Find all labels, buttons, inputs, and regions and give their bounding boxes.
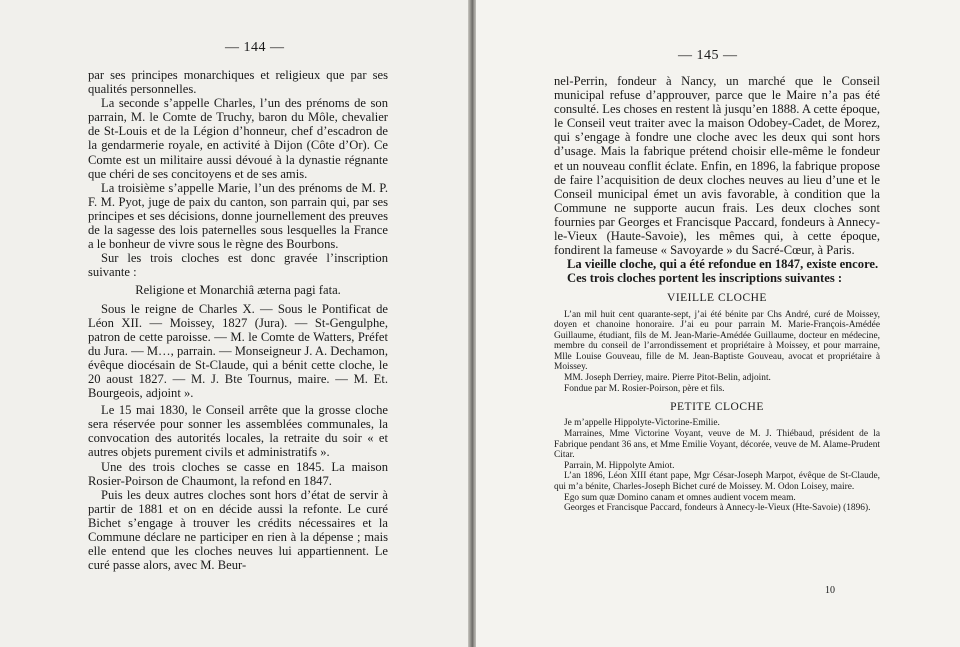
paragraph: Sous le reigne de Charles X. — Sous le Pontificat de Léon XII. — Moissey, 1827 (Jura). — St-Gengulphe, patron de cette paroisse. — M. le Comte de Watters, Préfet du Jura. — M…, parrain. — Monseigneur J. A. Dechamon, évêque diocésain de St-Claude, qui a bénit cette cloche, le 20 aoust 1827. — M. J. Bte Tournus, maire. — M. Et. Bourgeois, adjoint ». — [88, 301, 388, 401]
page-number: — 145 — — [678, 48, 738, 63]
old-bell-heading: VIEILLE CLOCHE — [667, 292, 767, 305]
page-number: — 144 — — [225, 40, 285, 55]
paragraph: nel-Perrin, fondeur à Nancy, un marché que le Conseil municipal refuse d’approuver, parce que le Maire n’a pas été consulté. Les choses en restent là jusqu’en 1888. A cette époque, le Conseil veut traiter avec la maison Odobey-Cadet, de Morez, qui s’engage à fondre une cloche avec les deux qui sont hors d’usage. Mais la fabrique prétend choisir elle-même le fondeur et un nouveau conflit éclate. Enfin, en 1896, la fabrique propose de faire l’acquisition de deux cloches neuves au lieu d’une et le Conseil municipal émet un avis favorable, à condition que la Commune ne supporte aucun frais. Les deux cloches sont fournies par Georges et Francisque Paccard, fondeurs à Annecy-le-Vieux (Haute-Savoie), les mêmes qui, à cette époque, fondirent la fameuse « Savoyarde » du Sacré-Cœur, à Paris. — [554, 74, 880, 258]
inscription-line: Georges et Francisque Paccard, fondeurs à Annecy-le-Vieux (Hte-Savoie) (1896). — [564, 503, 871, 514]
paragraph: Une des trois cloches se casse en 1845. La maison Rosier-Poirson de Chaumont, la refond en 1847. — [88, 459, 388, 488]
small-bell-heading: PETITE CLOCHE — [670, 401, 764, 414]
inscription-line: Je m’appelle Hippolyte-Victorine-Emilie. — [564, 418, 720, 429]
right-text-column — [554, 74, 880, 514]
paragraph: La vieille cloche, qui a été refondue en 1847, existe encore. — [567, 257, 879, 272]
paragraph: par ses principes monarchiques et religieux que par ses qualités personnelles. — [88, 68, 388, 97]
left-text-column — [88, 68, 388, 572]
paragraph: Puis les deux autres cloches sont hors d’état de servir à partir de 1881 et on en décide aussi la refonte. Le curé Bichet s’engage à trouver les crédits nécessaires et la Commune déclare ne participer en rien à la dépense ; mais elle entend que les cloches neuves lui appartiennent. Le curé passe alors, avec M. Beur- — [88, 487, 388, 573]
paragraph: La seconde s’appelle Charles, l’un des prénoms de son parrain, M. le Comte de Truchy, baron du Môle, chevalier de St-Louis et de la Légion d’honneur, chef d’escadron de la gendarmerie royale, en activité à Dijon (Côte d’Or). Ce Comte est un militaire aussi dévoué à la dynastie régnante que chéri de ses concitoyens et de ses amis. — [88, 96, 388, 181]
inscription-line: MM. Joseph Derriey, maire. Pierre Pitot-Belin, adjoint. — [564, 373, 771, 384]
inscription-line: Ego sum quæ Domino canam et omnes audient vocem meam. — [564, 492, 796, 503]
small-bell-inscription — [554, 418, 880, 513]
signature-mark: 10 — [825, 585, 835, 596]
inscription-line: Parrain, M. Hippolyte Amiot. — [564, 460, 675, 471]
inscription-line: L’an 1896, Léon XIII étant pape, Mgr César-Joseph Marpot, évêque de St-Claude, qui m’a bénite, Charles-Joseph Bichet curé de Moissey. M. Odon Loisey, maire. — [554, 471, 880, 492]
paragraph: Le 15 mai 1830, le Conseil arrête que la grosse cloche sera réservée pour sonner les assemblées communales, la convocation des autorités locales, la retraite du soir « et autres objets purement civils et administratifs ». — [88, 403, 388, 460]
paragraph: Ces trois cloches portent les inscriptions suivantes : — [567, 271, 843, 286]
left-page — [0, 0, 470, 647]
inscription-line: Religione et Monarchiâ æterna pagi fata. — [135, 283, 341, 298]
paragraph: Sur les trois cloches est donc gravée l’inscription suivante : — [88, 251, 388, 280]
inscription-line: Marraines, Mme Victorine Voyant, veuve de M. J. Thiébaud, président de la Fabrique pendant 36 ans, et Mme Emilie Voyant, décorée, veuve de M. Alame-Prudent Citar. — [554, 428, 880, 461]
old-bell-inscription — [554, 310, 880, 395]
right-page — [476, 0, 960, 647]
paragraph: La troisième s’appelle Marie, l’un des prénoms de M. P. F. M. Pyot, juge de paix du canton, son parrain qui, par ses principes et ses décisions, donne journellement des preuves de la sagesse des lois paternelles sous lesquelles la France a le bonheur de vivre sous le règne des Bourbons. — [88, 180, 388, 252]
inscription-line: Fondue par M. Rosier-Poirson, père et fils. — [564, 383, 725, 394]
inscription-line: L’an mil huit cent quarante-sept, j’ai été bénite par Chs André, curé de Moissey, doyen et chanoine honoraire. J’ai eu pour parrain M. Marie-François-Amédée Guillaume, étudiant, fils de M. Jean-Marie-Amédée Guillaume, docteur en médecine, membre du conseil de l’arrondissement et propriétaire à Moissey, et pour marraine, Mlle Louise Gouveau, fille de M. Jean-Baptiste Gouveau, avocat et propriétaire à Moissey. — [554, 309, 880, 373]
